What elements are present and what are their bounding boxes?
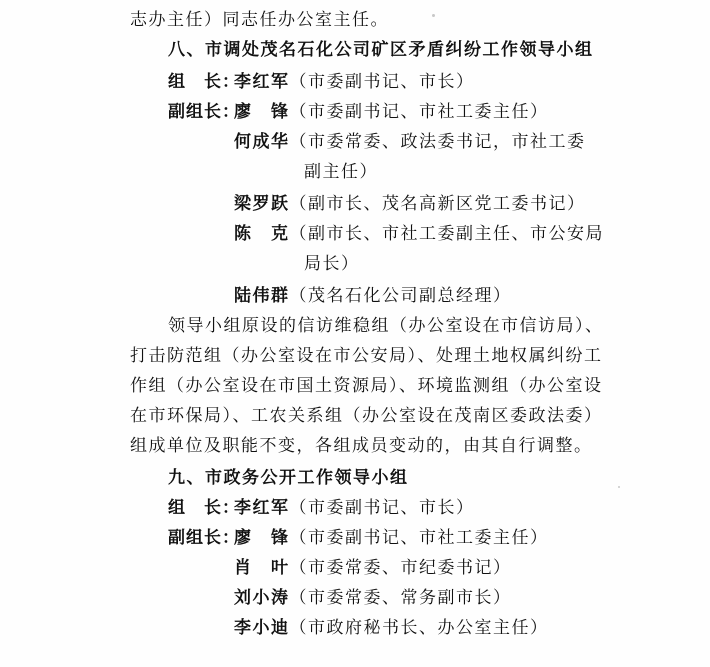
section8-deputy-4 [234,222,604,246]
section9-deputy-3 [234,616,549,640]
section8-deputy-0-desc: （市委副书记、市社工委主任） [289,102,549,122]
section9-deputy-1-desc: （市委常委、市纪委书记） [289,558,512,578]
section9-deputy-2-desc: （市委常委、常务副市长） [289,588,512,608]
section9-deputy-3-name: 李小迪 [234,618,290,638]
section8-deputy-4-desc: （副市长、市社工委副主任、市公安局 [289,224,604,244]
section9-leader-name: 李红军 [234,498,290,518]
section8-paragraph-line-0: 领导小组原设的信访维稳组（办公室设在市信访局）、 [168,316,604,336]
section8-title: 八、市调处茂名石化公司矿区矛盾纠纷工作领导小组 [168,40,594,60]
section9-deputy-2 [234,586,512,610]
section8-deputy-1-name: 何成华 [234,132,290,152]
section8-deputy-3-desc: （副市长、茂名高新区党工委书记） [289,194,586,214]
section9-deputy-0 [234,526,549,550]
section8-deputy-0-name: 廖 锋 [234,102,290,122]
section9-deputy-3-desc: （市政府秘书长、办公室主任） [289,618,549,638]
scan-speck [432,14,435,17]
section9-deputy-0-name: 廖 锋 [234,528,290,548]
section9-leader-role: 组 长： [168,498,240,518]
section8-deputy-6-desc: （茂名石化公司副总经理） [289,286,512,306]
section8-deputy-3-name: 梁罗跃 [234,194,290,214]
section9-deputy-role: 副组长： [168,528,240,548]
section8-deputy-6 [234,284,512,308]
section8-leader-desc: （市委副书记、市长） [289,72,475,92]
section9-deputy-2-name: 刘小涛 [234,588,290,608]
section9-deputy-0-desc: （市委副书记、市社工委主任） [289,528,549,548]
section8-leader [234,70,475,94]
section8-deputy-6-name: 陆伟群 [234,286,290,306]
section9-deputy-1-name: 肖 叶 [234,558,290,578]
section9-leader [234,496,475,520]
section8-leader-name: 李红军 [234,72,290,92]
section9-deputy-1 [234,556,512,580]
section8-deputy-1 [234,130,586,154]
section9-title: 九、市政务公开工作领导小组 [168,468,409,488]
section8-deputy-1-cont: 副主任） [304,162,378,182]
section8-deputy-4-name: 陈 克 [234,224,290,244]
section8-deputy-0 [234,100,549,124]
section8-deputy-3 [234,192,586,216]
section8-paragraph-line-3: 在市环保局）、工农关系组（办公室设在茂南区委政法委） [130,406,603,426]
section8-paragraph-line-1: 打击防范组（办公室设在市公安局）、处理土地权属纠纷工 [130,346,603,366]
section8-paragraph-line-2: 作组（办公室设在市国土资源局）、环境监测组（办公室设 [130,376,603,396]
section8-leader-role: 组 长： [168,72,240,92]
section8-deputy-1-desc: （市委常委、政法委书记，市社工委 [289,132,586,152]
section8-deputy-4-cont: 局长） [304,254,360,274]
section8-paragraph-line-4: 组成单位及职能不变，各组成员变动的，由其自行调整。 [130,436,593,456]
top-line: 志办主任）同志任办公室主任。 [130,10,389,30]
section9-leader-desc: （市委副书记、市长） [289,498,475,518]
section8-deputy-role: 副组长： [168,102,240,122]
scan-speck [618,486,620,488]
